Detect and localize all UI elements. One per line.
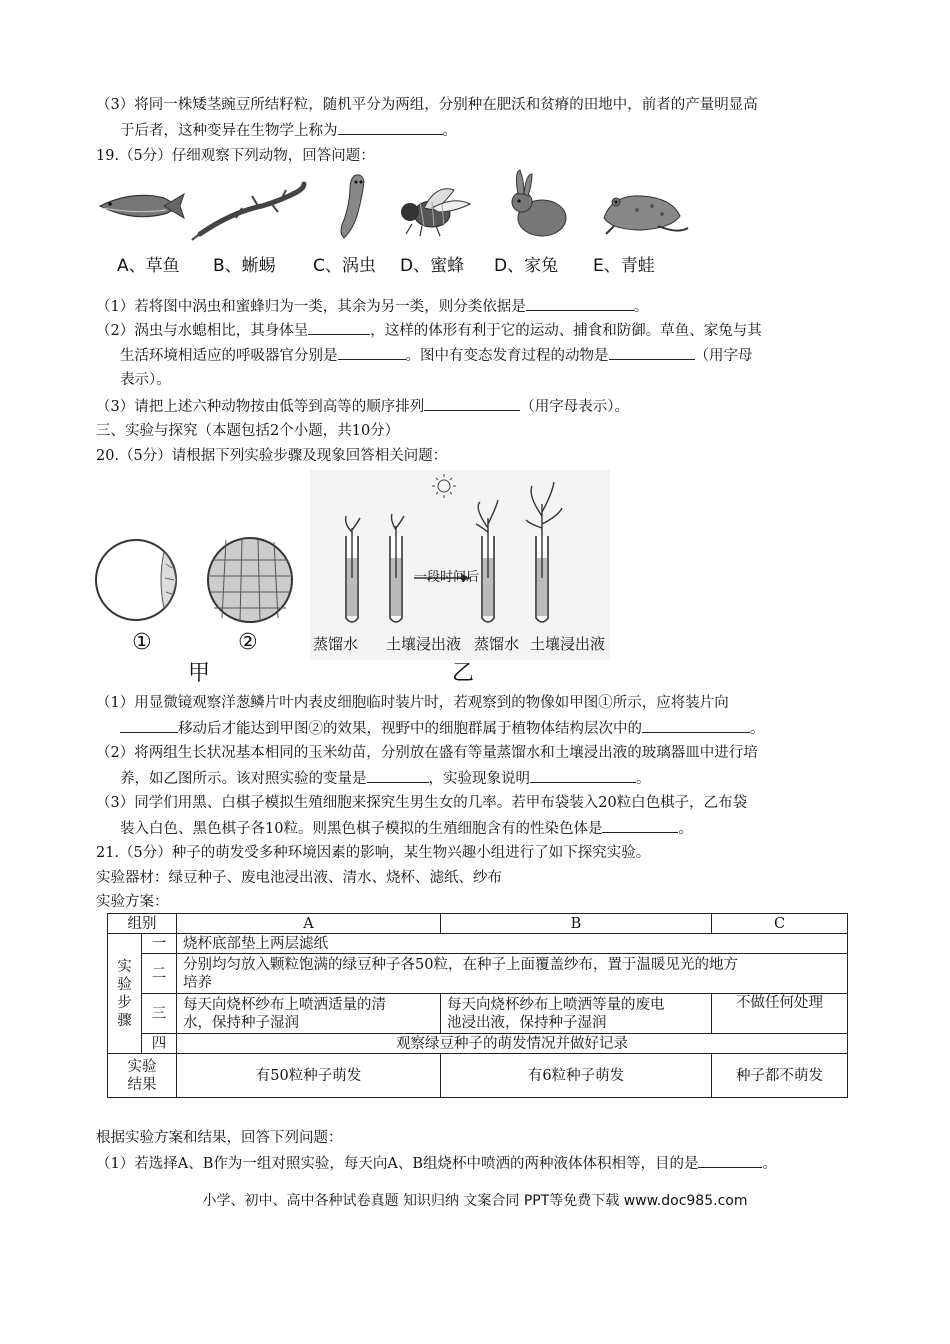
answer-blank[interactable] — [308, 320, 370, 335]
q19-p1: （1）若将图中涡虫和蜜蜂归为一类，其余为另一类，则分类依据是 。 — [96, 296, 648, 317]
fig-tube-label-1: 蒸馏水 — [313, 635, 359, 653]
q19-header: 19.（5分）仔细观察下列动物，回答问题： — [96, 148, 375, 164]
answer-blank[interactable] — [642, 718, 750, 733]
answer-blank[interactable] — [530, 768, 636, 783]
q20-header: 20.（5分）请根据下列实验步骤及现象回答相关问题： — [96, 448, 448, 464]
answer-blank[interactable] — [367, 768, 429, 783]
fig-tube-label-3: 蒸馏水 — [474, 635, 520, 653]
q20-p3-line2: 装入白色、黑色棋子各10粒。则黑色棋子模拟的生殖细胞含有的性染色体是 。 — [120, 818, 693, 839]
q20-p2-line2: 养，如乙图所示。该对照实验的变量是 ，实验现象说明 。 — [120, 768, 651, 789]
q21-plan-label: 实验方案： — [96, 894, 169, 910]
q21-header: 21.（5分）种子的萌发受多种环境因素的影响，某生物兴趣小组进行了如下探究实验。 — [96, 845, 651, 861]
microscope-view-2 — [208, 538, 292, 622]
answer-blank[interactable] — [120, 718, 178, 733]
bee-icon — [401, 189, 470, 236]
q19-p2-line1: （2）涡虫与水螅相比，其身体呈 ，这样的体形有利于它的运动、捕食和防御。草鱼、家兔与其 — [96, 320, 762, 341]
steps-label: 实 验 步 骤 — [108, 934, 142, 1054]
rabbit-icon — [512, 170, 566, 236]
q21-after: 根据实验方案和结果，回答下列问题： — [96, 1130, 343, 1146]
answer-blank[interactable] — [609, 345, 695, 360]
table-row: 四 观察绿豆种子的萌发情况并做好记录 — [108, 1034, 848, 1054]
animals-figure — [92, 168, 692, 246]
table-result-row: 实验 结果 有50粒种子萌发 有6粒种子萌发 种子都不萌发 — [108, 1054, 848, 1098]
q20-p1-line2: 移动后才能达到甲图②的效果，视野中的细胞群属于植物体结构层次中的 。 — [120, 718, 765, 739]
fish-icon — [100, 194, 184, 218]
q19-p3: （3）请把上述六种动物按由低等到高等的顺序排列 （用字母表示）。 — [96, 396, 629, 417]
animal-label-c: C、涡虫 — [313, 256, 376, 276]
q18-3-line1: （3）将同一株矮茎豌豆所结籽粒，随机平分为两组，分别种在肥沃和贫瘠的田地中，前者的产量明显高 — [96, 97, 758, 113]
q19-p2-line3: 表示）。 — [120, 372, 171, 388]
animal-label-e: E、青蛙 — [593, 256, 655, 276]
animal-label-d2: D、家兔 — [494, 256, 559, 276]
experiment-table — [107, 913, 848, 1098]
answer-blank[interactable] — [338, 345, 406, 360]
q21-materials: 实验器材：绿豆种子、废电池浸出液、清水、烧杯、滤纸、纱布 — [96, 870, 502, 886]
table-row: 二 分别均匀放入颗粒饱满的绿豆种子各50粒，在种子上面覆盖纱布，置于温暖见光的地方 培养 — [108, 954, 848, 994]
table-row: 三 每天向烧杯纱布上喷洒适量的清 水，保持种子湿润 每天向烧杯纱布上喷洒等量的废电 池浸出液，保持种子湿润 不做任何处理 — [108, 994, 848, 1034]
q20-p1-line1: （1）用显微镜观察洋葱鳞片叶内表皮细胞临时装片时，若观察到的物像如甲图①所示，应将装片向 — [96, 695, 729, 711]
q20-p2-line1: （2）将两组生长状况基本相同的玉米幼苗，分别放在盛有等量蒸馏水和土壤浸出液的玻璃器皿中进行培 — [96, 745, 758, 761]
answer-blank[interactable] — [698, 1153, 762, 1168]
answer-blank[interactable] — [338, 120, 443, 135]
q19-p2-line2: 生活环境相适应的呼吸器官分别是 。图中有变态发育过程的动物是 （用字母 — [120, 345, 753, 366]
footer-promo[interactable]: 小学、初中、高中各种试卷真题 知识归纳 文案合同 PPT等免费下载 www.doc985.com — [202, 1193, 748, 1209]
fig-label-1: ① — [132, 630, 152, 655]
lizard-icon — [192, 184, 304, 240]
q18-3-line2: 于后者，这种变异在生物学上称为 。 — [120, 120, 457, 141]
fig-tube-label-2: 土壤浸出液 — [386, 635, 462, 653]
section-3-title: 三、实验与探究（本题包括2个小题，共10分） — [96, 423, 400, 439]
fig-label-2: ② — [238, 630, 258, 655]
frog-icon — [604, 196, 688, 234]
answer-blank[interactable] — [424, 396, 520, 411]
fig-label-yi: 乙 — [452, 661, 475, 686]
fig-label-jia: 甲 — [188, 661, 211, 686]
fig-tube-label-4: 土壤浸出液 — [530, 635, 606, 653]
answer-blank[interactable] — [526, 296, 634, 311]
fig-arrow-label: 一段时间后 — [414, 570, 480, 585]
flatworm-icon — [341, 175, 364, 238]
answer-blank[interactable] — [602, 818, 678, 833]
q21-p1: （1）若选择A、B作为一组对照实验，每天向A、B组烧杯中喷洒的两种液体体积相等，目的是 。 — [96, 1153, 777, 1174]
animal-label-b: B、蜥蜴 — [213, 256, 276, 276]
animal-label-a: A、草鱼 — [117, 256, 180, 276]
q20-p3-line1: （3）同学们用黑、白棋子模拟生殖细胞来探究生男生女的几率。若甲布袋装入20粒白色棋子，乙布袋 — [96, 795, 748, 811]
animal-label-d1: D、蜜蜂 — [400, 256, 465, 276]
table-header-row: 组别 A B C — [108, 914, 848, 934]
table-row: 实 验 步 骤 一 烧杯底部垫上两层滤纸 — [108, 934, 848, 954]
